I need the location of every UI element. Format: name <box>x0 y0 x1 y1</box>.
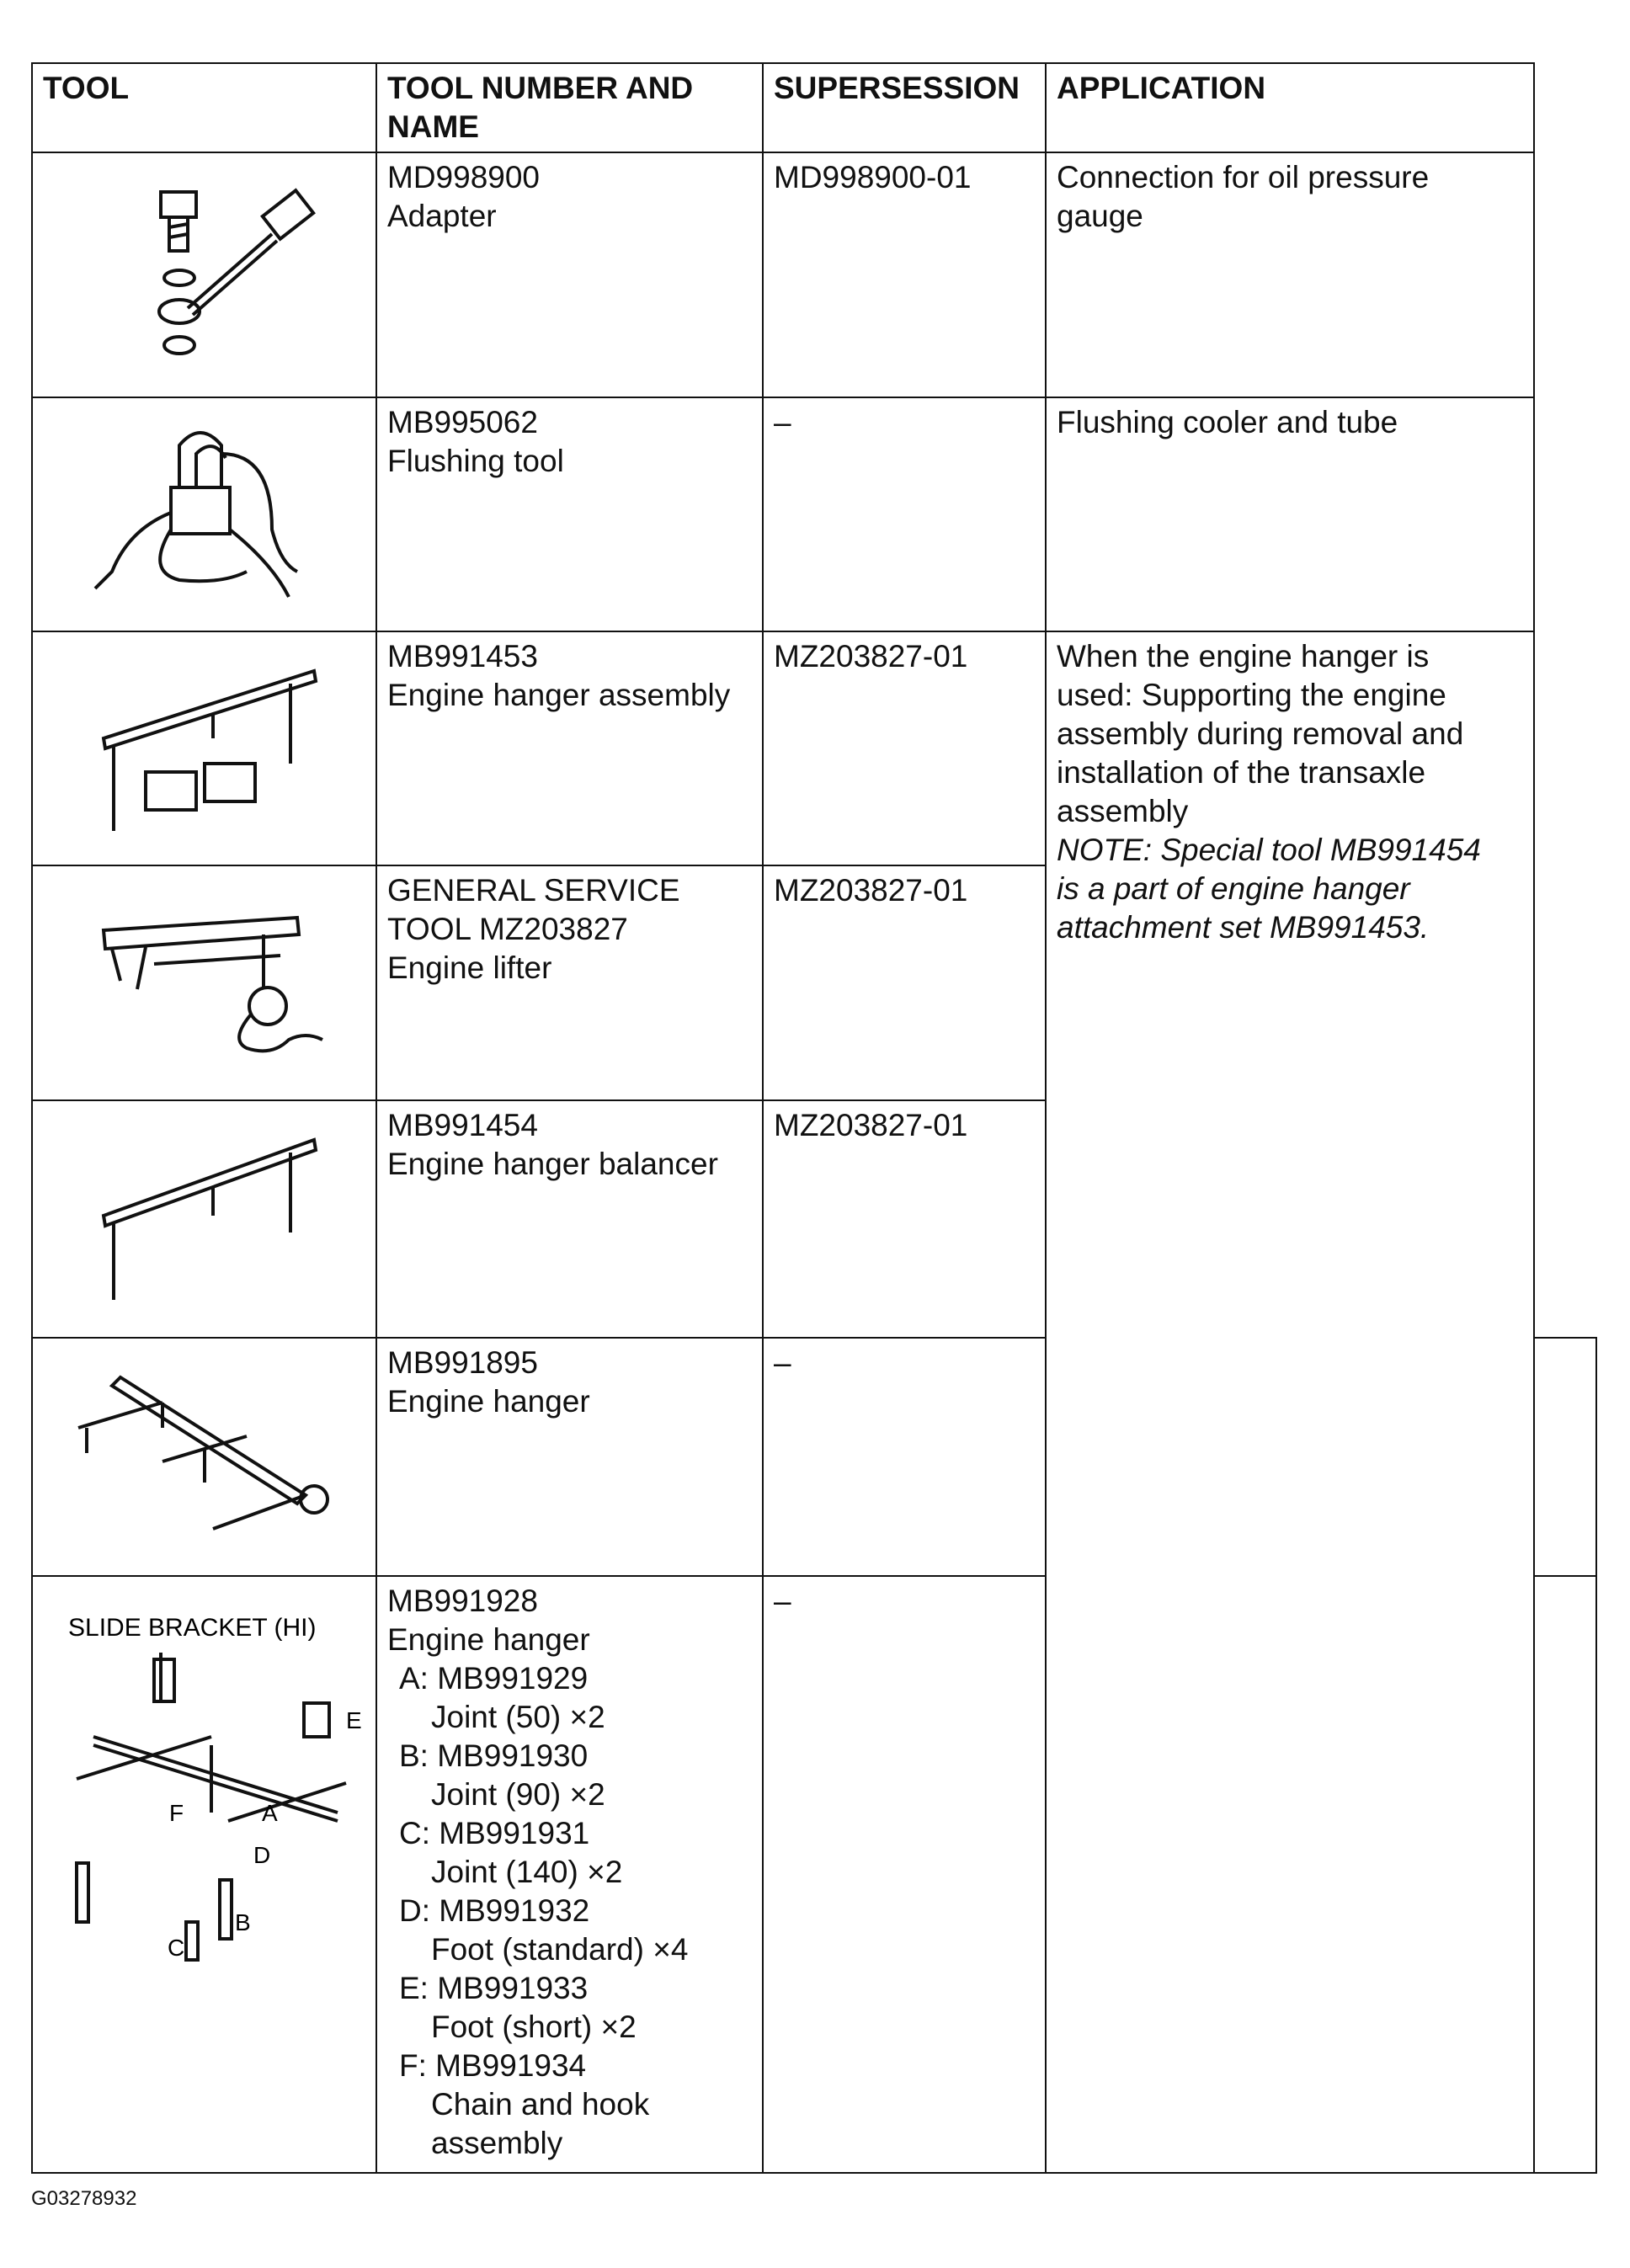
label-c: C <box>168 1934 185 1961</box>
tool-number-name-cell <box>376 1338 763 1575</box>
tool-name: Engine lifter <box>387 950 552 986</box>
label-b: B <box>235 1909 251 1935</box>
tool-number-name-cell <box>376 397 763 631</box>
application-line: assembly <box>1057 794 1189 829</box>
tool-name: Engine hanger <box>387 1384 590 1419</box>
tool-name: Engine hanger balancer <box>387 1146 718 1181</box>
part-code: B: MB991930 <box>399 1738 589 1773</box>
supersession-cell: – <box>763 1576 1046 2173</box>
supersession-cell: – <box>763 397 1046 631</box>
application-note-line: NOTE: Special tool MB991454 <box>1057 833 1481 868</box>
application-line: When the engine hanger is <box>1057 639 1430 674</box>
label-slide-bracket: SLIDE BRACKET (HI) <box>68 1613 317 1642</box>
tool-image-cell <box>32 631 376 865</box>
label-e: E <box>346 1706 362 1733</box>
part-desc: Joint (90) ×2 <box>431 1776 605 1812</box>
special-tools-table <box>31 62 1597 2174</box>
tool-name: Engine hanger <box>387 1621 590 1657</box>
part-desc: Foot (standard) ×4 <box>431 1931 689 1967</box>
part-desc: Chain and hook <box>431 2086 650 2122</box>
part-desc: Joint (50) ×2 <box>431 1699 605 1734</box>
part-code: D: MB991932 <box>399 1893 590 1928</box>
part-desc: Joint (140) ×2 <box>431 1854 623 1889</box>
tool-number-line1: GENERAL SERVICE <box>387 873 680 908</box>
application-line: installation of the transaxle <box>1057 755 1426 791</box>
header-supersession: SUPERSESSION <box>763 63 1046 152</box>
supersession-cell: MZ203827-01 <box>763 865 1046 1099</box>
engine-hanger-kit-icon <box>43 1610 380 1964</box>
engine-hanger-balancer-icon <box>70 1106 339 1317</box>
supersession-cell: MZ203827-01 <box>763 631 1046 865</box>
application-cell: Connection for oil pressure gauge <box>1046 152 1534 397</box>
oil-pressure-adapter-icon <box>78 158 331 369</box>
table-row <box>32 631 1596 865</box>
engine-lifter-icon <box>70 871 339 1065</box>
tool-name: Flushing tool <box>387 443 564 478</box>
tool-image-cell <box>32 152 376 397</box>
flushing-tool-icon <box>78 403 331 605</box>
tool-number: MB991895 <box>387 1345 538 1381</box>
application-cell-shared <box>1046 631 1534 2173</box>
engine-hanger-assembly-icon <box>70 637 339 848</box>
tool-number: MB995062 <box>387 404 538 439</box>
engine-hanger-icon <box>53 1344 356 1554</box>
tool-name: Engine hanger assembly <box>387 678 731 713</box>
figure-code: G03278932 <box>31 2187 137 2210</box>
supersession-cell: – <box>763 1338 1046 1575</box>
application-note-line: is a part of engine hanger <box>1057 871 1410 907</box>
tool-name: Adapter <box>387 199 497 234</box>
tool-image-cell <box>32 1338 376 1575</box>
tool-number-name-cell <box>376 1100 763 1338</box>
part-desc: Foot (short) ×2 <box>431 2009 637 2044</box>
part-desc-continued: assembly <box>431 2125 563 2160</box>
part-code: C: MB991931 <box>399 1815 590 1850</box>
tool-number: MB991454 <box>387 1107 538 1142</box>
application-cell <box>1534 1338 1596 1575</box>
table-row <box>32 152 1596 397</box>
table-row <box>32 397 1596 631</box>
tool-number: MD998900 <box>387 160 541 195</box>
application-cell <box>1534 1576 1596 2173</box>
header-row <box>32 63 1596 152</box>
tool-image-cell <box>32 1576 376 2173</box>
application-line: used: Supporting the engine <box>1057 678 1446 713</box>
tool-image-cell <box>32 865 376 1099</box>
part-code: A: MB991929 <box>399 1660 589 1696</box>
header-tool-number-and-name: TOOL NUMBER AND NAME <box>376 63 763 152</box>
tool-number-name-cell <box>376 631 763 865</box>
application-cell: Flushing cooler and tube <box>1046 397 1534 631</box>
label-f: F <box>169 1799 184 1826</box>
header-tool: TOOL <box>32 63 376 152</box>
part-code: F: MB991934 <box>399 2047 587 2083</box>
tool-number-line2: TOOL MZ203827 <box>387 912 628 947</box>
tool-image-cell <box>32 1100 376 1338</box>
tool-number: MB991928 <box>387 1583 538 1618</box>
application-note-line: attachment set MB991453. <box>1057 910 1430 945</box>
supersession-cell: MD998900-01 <box>763 152 1046 397</box>
part-code: E: MB991933 <box>399 1970 589 2005</box>
tool-number-name-cell <box>376 1576 763 2173</box>
tool-image-cell <box>32 397 376 631</box>
tool-number-name-cell <box>376 152 763 397</box>
tool-number-name-cell <box>376 865 763 1099</box>
label-d: D <box>253 1841 271 1868</box>
tool-number: MB991453 <box>387 639 538 674</box>
header-application: APPLICATION <box>1046 63 1534 152</box>
application-line: assembly during removal and <box>1057 716 1464 752</box>
label-a: A <box>262 1799 278 1826</box>
supersession-cell: MZ203827-01 <box>763 1100 1046 1338</box>
